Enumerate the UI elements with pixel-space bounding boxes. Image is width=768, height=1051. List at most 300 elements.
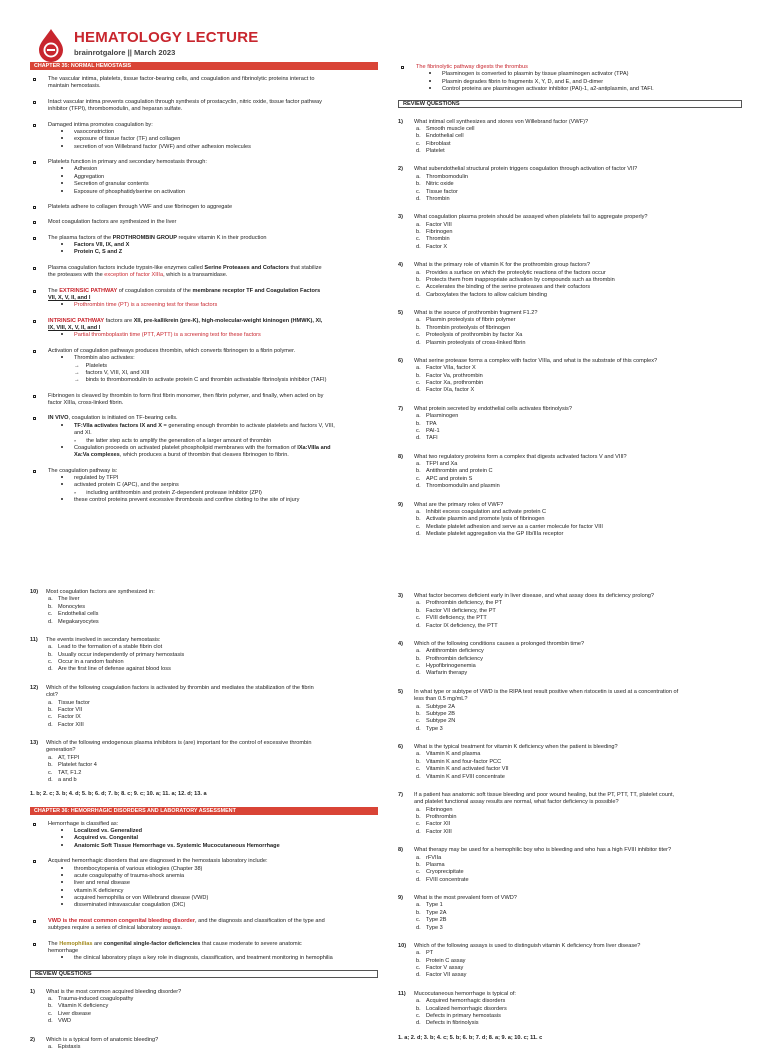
answer-option	[398, 925, 742, 932]
question-list	[398, 119, 742, 539]
answer-option	[398, 516, 742, 523]
option-letter: d.	[48, 619, 58, 626]
option-text: Factor Xa, prothrombin	[426, 380, 742, 387]
answer-option	[398, 648, 742, 655]
answer-option	[398, 509, 742, 516]
arrow-bullet-icon: →	[74, 363, 80, 369]
arrow-bullet-icon: →	[74, 377, 80, 383]
question-number: 4)	[398, 641, 414, 648]
option-text: Megakaryocytes	[58, 619, 378, 626]
square-bullet-icon	[33, 78, 36, 81]
answer-option	[398, 222, 742, 229]
option-letter: b.	[416, 1006, 426, 1013]
answer-option	[30, 652, 378, 659]
question-item	[398, 262, 742, 299]
option-text: Vitamin K and activated factor VII	[426, 766, 742, 773]
option-letter: a.	[416, 317, 426, 324]
answer-option	[398, 380, 742, 387]
question-text: What two regulatory proteins form a complex that digests activated factors V and VIII?	[414, 454, 742, 461]
paragraph: Most coagulation factors are synthesized in the liver	[30, 219, 378, 226]
option-text: Factor IXa, factor X	[426, 387, 742, 394]
answer-option	[398, 148, 742, 155]
paragraph: The vascular intima, platelets, tissue factor-bearing cells, and coagulation and fibrinolytic proteins interact to maintain hemostasis.	[30, 76, 378, 91]
question-text: Which of the following coagulation factors is activated by thrombin and mediates the stabilization of the fibrin clot?	[46, 685, 378, 700]
question-number: 8)	[398, 454, 414, 461]
option-letter: a.	[416, 174, 426, 181]
option-letter: c.	[416, 476, 426, 483]
question-text: What factor becomes deficient early in liver disease, and what assay does its deficiency prolong?	[414, 593, 742, 600]
question-item	[398, 119, 742, 156]
question-text: Most coagulation factors are synthesized in:	[46, 589, 378, 596]
option-text: TAFI	[426, 435, 742, 442]
dot-bullet-icon	[61, 190, 63, 192]
question-item	[398, 641, 742, 678]
dot-bullet-icon	[61, 498, 63, 500]
option-letter: b.	[416, 862, 426, 869]
option-text: Factor VIII	[426, 222, 742, 229]
answer-option	[398, 435, 742, 442]
option-text: Factor VII deficiency, the PT	[426, 608, 742, 615]
answer-key: 1. b; 2. c; 3. b; 4. d; 5. b; 6. d; 7. b; 8. c; 9. c; 10. a; 11. a; 12. d; 13. a	[30, 791, 378, 798]
option-letter: c.	[48, 1011, 58, 1018]
option-text: Prothrombin deficiency	[426, 656, 742, 663]
question-number: 11)	[398, 991, 414, 998]
question-number: 9)	[398, 895, 414, 902]
option-text: Protein C assay	[426, 958, 742, 965]
dot-bullet-icon	[61, 356, 63, 358]
answer-option	[398, 670, 742, 677]
question-text: What is the primary role of vitamin K for the prothrombin group factors?	[414, 262, 742, 269]
option-letter: b.	[416, 181, 426, 188]
answer-option	[398, 181, 742, 188]
question-text: The events involved in secondary hemostasis:	[46, 637, 378, 644]
option-text: Defects in fibrinolysis	[426, 1020, 742, 1027]
option-text: Type 3	[426, 925, 742, 932]
option-text: Protects them from inappropriate activation by compounds such as thrombin	[426, 277, 742, 284]
answer-option	[30, 700, 378, 707]
option-text: Fibrinogen	[426, 229, 742, 236]
option-letter: c.	[416, 718, 426, 725]
answer-option	[30, 722, 378, 729]
dot-bullet-icon	[61, 243, 63, 245]
paragraph: The Hemophilias are congenital single-factor deficiencies that cause moderate to severe anatomic hemorrhage the clinical laboratory plays a key role in diagnosis, classification, and treatment monitoring in hemophilia	[30, 941, 378, 963]
dot-bullet-icon	[61, 476, 63, 478]
option-text: Hypofibrinogenemia	[426, 663, 742, 670]
option-text: Accelerates the binding of the serine proteases and their cofactors	[426, 284, 742, 291]
question-item	[398, 991, 742, 1028]
answer-option	[30, 762, 378, 769]
question-text: What protein secreted by endothelial cells activates fibrinolysis?	[414, 406, 742, 413]
question-text: What coagulation plasma protein should be assayed when platelets fail to aggregate properly?	[414, 214, 742, 221]
answer-option	[398, 910, 742, 917]
dot-bullet-icon	[61, 424, 63, 426]
question-item	[30, 989, 378, 1026]
option-text: Thrombomodulin and plasmin	[426, 483, 742, 490]
option-letter: c.	[416, 965, 426, 972]
option-letter: a.	[416, 413, 426, 420]
dot-bullet-icon	[61, 167, 63, 169]
answer-option	[398, 174, 742, 181]
question-text: Which of the following endogenous plasma inhibitors is (are) important for the control of excessive thrombin generation?	[46, 740, 378, 755]
answer-option	[398, 855, 742, 862]
question-text: Which of the following conditions causes a prolonged thrombin time?	[414, 641, 742, 648]
question-item	[30, 589, 378, 626]
question-number: 1)	[398, 119, 414, 126]
question-item	[398, 895, 742, 932]
option-letter: c.	[48, 714, 58, 721]
option-text: Tissue factor	[58, 700, 378, 707]
answer-option	[398, 387, 742, 394]
option-letter: c.	[416, 189, 426, 196]
answer-option	[398, 340, 742, 347]
question-number: 13)	[30, 740, 46, 755]
option-letter: d.	[416, 244, 426, 251]
question-number: 10)	[398, 943, 414, 950]
answer-option	[30, 1003, 378, 1010]
option-text: Endothelial cells	[58, 611, 378, 618]
dot-bullet-icon	[61, 130, 63, 132]
option-letter: c.	[48, 659, 58, 666]
question-list	[30, 989, 378, 1051]
square-bullet-icon	[33, 101, 36, 104]
option-letter: d.	[416, 623, 426, 630]
question-number: 12)	[30, 685, 46, 700]
option-text: Thrombin	[426, 236, 742, 243]
question-item	[30, 1037, 378, 1051]
option-text: Subtype 2A	[426, 704, 742, 711]
option-letter: a.	[416, 270, 426, 277]
answer-option	[398, 726, 742, 733]
dot-bullet-icon	[61, 303, 63, 305]
question-number: 3)	[398, 593, 414, 600]
arrow-bullet-icon: →	[74, 370, 80, 376]
chapter-36-heading: CHAPTER 36: HEMORRHAGIC DISORDERS AND LABORATORY ASSESSMENT	[30, 807, 378, 815]
option-letter: c.	[48, 611, 58, 618]
question-item	[398, 847, 742, 884]
option-letter: c.	[416, 869, 426, 876]
option-letter: d.	[48, 666, 58, 673]
square-bullet-icon	[33, 320, 36, 323]
option-letter: c.	[416, 332, 426, 339]
option-letter: a.	[416, 648, 426, 655]
option-text: a and b	[58, 777, 378, 784]
option-text: Vitamin K and FVIII concentrate	[426, 774, 742, 781]
option-letter: d.	[416, 1020, 426, 1027]
chevron-bullet-icon: »	[74, 438, 76, 443]
question-text: Mucocutaneous hemorrhage is typical of:	[414, 991, 742, 998]
dot-bullet-icon	[61, 903, 63, 905]
answer-option	[30, 611, 378, 618]
option-letter: d.	[416, 387, 426, 394]
question-number: 2)	[398, 166, 414, 173]
answer-option	[398, 284, 742, 291]
option-letter: d.	[416, 148, 426, 155]
option-letter: c.	[48, 770, 58, 777]
dot-bullet-icon	[61, 889, 63, 891]
option-text: Activate plasmin and promote lysis of fibrinogen	[426, 516, 742, 523]
answer-option	[30, 707, 378, 714]
square-bullet-icon	[33, 290, 36, 293]
square-bullet-icon	[401, 66, 404, 69]
option-text: Factor VII assay	[426, 972, 742, 979]
option-letter: b.	[416, 958, 426, 965]
option-text: Are the first line of defense against blood loss	[58, 666, 378, 673]
option-letter: c.	[416, 524, 426, 531]
paragraph: Platelets adhere to collagen through VWF and use fibrinogen to aggregate	[30, 204, 378, 211]
option-text: Type 3	[426, 726, 742, 733]
answer-option	[398, 766, 742, 773]
answer-option	[398, 413, 742, 420]
answer-option	[398, 270, 742, 277]
chapter-35-heading: CHAPTER 35: NORMAL HEMOSTASIS	[30, 62, 378, 70]
answer-option	[398, 663, 742, 670]
option-letter: c.	[416, 380, 426, 387]
dot-bullet-icon	[61, 881, 63, 883]
option-letter: d.	[416, 726, 426, 733]
option-letter: d.	[416, 774, 426, 781]
option-text: Monocytes	[58, 604, 378, 611]
option-text: Tissue factor	[426, 189, 742, 196]
option-text: Prothrombin	[426, 814, 742, 821]
paragraph: The plasma factors of the PROTHROMBIN GROUP require vitamin K in their production Factors VII, IX, and X Protein C, S and Z	[30, 235, 378, 257]
option-letter: a.	[416, 126, 426, 133]
answer-option	[398, 972, 742, 979]
option-letter: a.	[416, 509, 426, 516]
option-letter: c.	[416, 1013, 426, 1020]
option-letter: c.	[416, 821, 426, 828]
option-letter: d.	[416, 531, 426, 538]
dot-bullet-icon	[61, 333, 63, 335]
option-text: Factor XIII	[426, 829, 742, 836]
square-bullet-icon	[33, 860, 36, 863]
option-text: Factor IX deficiency, the PTT	[426, 623, 742, 630]
question-number: 5)	[398, 310, 414, 317]
square-bullet-icon	[33, 920, 36, 923]
question-text: What are the primary roles of VWF?	[414, 502, 742, 509]
dot-bullet-icon	[61, 250, 63, 252]
answer-option	[398, 531, 742, 538]
dot-bullet-icon	[61, 896, 63, 898]
option-text: Cryoprecipitate	[426, 869, 742, 876]
answer-option	[398, 600, 742, 607]
option-letter: b.	[416, 133, 426, 140]
dot-bullet-icon	[61, 829, 63, 831]
dot-bullet-icon	[61, 483, 63, 485]
dot-bullet-icon	[61, 446, 63, 448]
answer-option	[398, 814, 742, 821]
option-letter: a.	[416, 998, 426, 1005]
question-item	[398, 454, 742, 491]
option-text: TFPI and Xa	[426, 461, 742, 468]
dot-bullet-icon	[61, 137, 63, 139]
option-letter: b.	[48, 1003, 58, 1010]
option-text: Plasma	[426, 862, 742, 869]
question-item	[30, 637, 378, 674]
answer-option	[398, 869, 742, 876]
question-number: 3)	[398, 214, 414, 221]
answer-option	[398, 1006, 742, 1013]
option-text: TAT, F1.2	[58, 770, 378, 777]
dot-bullet-icon	[429, 80, 431, 82]
question-number: 6)	[398, 744, 414, 751]
option-letter: b.	[48, 652, 58, 659]
option-letter: d.	[416, 196, 426, 203]
left-bottom-panel	[30, 578, 378, 1024]
option-text: Platelet	[426, 148, 742, 155]
option-letter: a.	[416, 807, 426, 814]
option-letter: c.	[416, 236, 426, 243]
option-text: Antithrombin and protein C	[426, 468, 742, 475]
option-letter: b.	[416, 516, 426, 523]
paragraph: Intact vascular intima prevents coagulation through synthesis of prostacyclin, nitric oxide, tissue factor pathway inhibitor (TFPI), thrombomodulin, and heparan sulfate.	[30, 99, 378, 114]
question-number: 8)	[398, 847, 414, 854]
answer-option	[30, 619, 378, 626]
option-text: Type 2B	[426, 917, 742, 924]
answer-option	[398, 774, 742, 781]
question-number: 2)	[30, 1037, 46, 1044]
option-letter: a.	[416, 950, 426, 957]
answer-option	[398, 292, 742, 299]
option-text: Lead to the formation of a stable fibrin clot	[58, 644, 378, 651]
answer-option	[30, 770, 378, 777]
question-number: 5)	[398, 689, 414, 704]
option-letter: b.	[416, 421, 426, 428]
option-text: TPA	[426, 421, 742, 428]
option-text: Subtype 2B	[426, 711, 742, 718]
option-letter: d.	[48, 722, 58, 729]
option-letter: b.	[416, 468, 426, 475]
question-number: 6)	[398, 358, 414, 365]
option-letter: a.	[416, 222, 426, 229]
answer-option	[398, 325, 742, 332]
question-item	[398, 502, 742, 539]
answer-option	[398, 332, 742, 339]
option-text: Subtype 2N	[426, 718, 742, 725]
option-letter: b.	[416, 711, 426, 718]
question-item	[398, 593, 742, 630]
answer-option	[398, 133, 742, 140]
option-letter: a.	[48, 596, 58, 603]
option-text: Factor XII	[426, 821, 742, 828]
option-letter: b.	[48, 604, 58, 611]
question-number: 10)	[30, 589, 46, 596]
option-text: Epistaxis	[58, 1044, 378, 1051]
option-text: Factor VII	[58, 707, 378, 714]
answer-option	[398, 373, 742, 380]
option-text: Factor V assay	[426, 965, 742, 972]
question-number: 7)	[398, 406, 414, 413]
answer-option	[398, 229, 742, 236]
question-text: Which is a typical form of anatomic bleeding?	[46, 1037, 378, 1044]
question-number: 1)	[30, 989, 46, 996]
answer-option	[398, 476, 742, 483]
answer-option	[30, 659, 378, 666]
option-letter: c.	[416, 284, 426, 291]
dot-bullet-icon	[61, 836, 63, 838]
answer-option	[30, 1011, 378, 1018]
option-letter: b.	[48, 707, 58, 714]
answer-option	[398, 421, 742, 428]
answer-option	[398, 277, 742, 284]
question-item	[398, 358, 742, 395]
answer-option	[398, 468, 742, 475]
option-letter: d.	[416, 877, 426, 884]
dot-bullet-icon	[61, 844, 63, 846]
option-letter: a.	[416, 704, 426, 711]
question-text: What is the most prevalent form of VWD?	[414, 895, 742, 902]
answer-option	[30, 596, 378, 603]
option-letter: c.	[416, 141, 426, 148]
option-letter: a.	[416, 902, 426, 909]
option-letter: d.	[416, 925, 426, 932]
dot-bullet-icon	[61, 956, 63, 958]
answer-option	[398, 917, 742, 924]
answer-option	[398, 965, 742, 972]
answer-option	[30, 777, 378, 784]
square-bullet-icon	[33, 267, 36, 270]
option-text: The liver	[58, 596, 378, 603]
option-text: Occur in a random fashion	[58, 659, 378, 666]
answer-option	[398, 829, 742, 836]
option-letter: d.	[416, 829, 426, 836]
paragraph: Damaged intima promotes coagulation by: vasoconstriction exposure of tissue factor (TF) and collagen secretion of von Willebrand factor (VWF) and other adhesion molecules	[30, 122, 378, 152]
answer-option	[398, 365, 742, 372]
question-item	[398, 166, 742, 203]
question-text: If a patient has anatomic soft tissue bleeding and poor wound healing, but the PT, PTT, TT, platelet count, and platelet functional assay results are normal, what factor deficiency is possible?	[414, 792, 742, 807]
option-letter: b.	[416, 608, 426, 615]
option-letter: a.	[48, 1044, 58, 1051]
dot-bullet-icon	[61, 874, 63, 876]
answer-option	[398, 862, 742, 869]
option-text: PT	[426, 950, 742, 957]
square-bullet-icon	[33, 823, 36, 826]
option-text: rFVIIa	[426, 855, 742, 862]
answer-option	[398, 1020, 742, 1027]
right-top-panel	[398, 62, 742, 508]
question-item	[398, 689, 742, 733]
option-text: Provides a surface on which the proteolytic reactions of the factors occur	[426, 270, 742, 277]
option-text: Mediate platelet aggregation via the GP IIb/IIIa receptor	[426, 531, 742, 538]
paragraph: The fibrinolytic pathway digests the thrombus Plasminogen is converted to plasmin by tissue plasminogen activator (TPA) Plasmin degrades fibrin to fragments X, Y, D, and E, and D-dimer Control proteins are plasminogen activator inhibitor (PAI)-1, a2-antiplasmin, and TAFI.	[398, 64, 742, 94]
answer-option	[398, 244, 742, 251]
option-letter: a.	[48, 644, 58, 651]
option-text: Thrombomodulin	[426, 174, 742, 181]
question-text: What intimal cell synthesizes and stores von Willebrand factor (VWF)?	[414, 119, 742, 126]
option-text: Fibrinogen	[426, 807, 742, 814]
answer-option	[398, 902, 742, 909]
answer-option	[398, 958, 742, 965]
option-text: Platelet factor 4	[58, 762, 378, 769]
option-letter: d.	[416, 435, 426, 442]
answer-option	[398, 1013, 742, 1020]
question-list	[398, 593, 742, 1028]
option-text: Factor X	[426, 244, 742, 251]
blood-drop-logo-icon	[36, 28, 66, 62]
option-text: VWD	[58, 1018, 378, 1025]
option-letter: a.	[416, 461, 426, 468]
option-letter: a.	[416, 751, 426, 758]
square-bullet-icon	[33, 417, 36, 420]
answer-option	[398, 718, 742, 725]
dot-bullet-icon	[429, 72, 431, 74]
option-letter: a.	[48, 755, 58, 762]
option-text: Antithrombin deficiency	[426, 648, 742, 655]
option-letter: b.	[416, 277, 426, 284]
option-letter: a.	[48, 700, 58, 707]
option-letter: c.	[416, 615, 426, 622]
option-letter: b.	[416, 910, 426, 917]
answer-option	[30, 1044, 378, 1051]
